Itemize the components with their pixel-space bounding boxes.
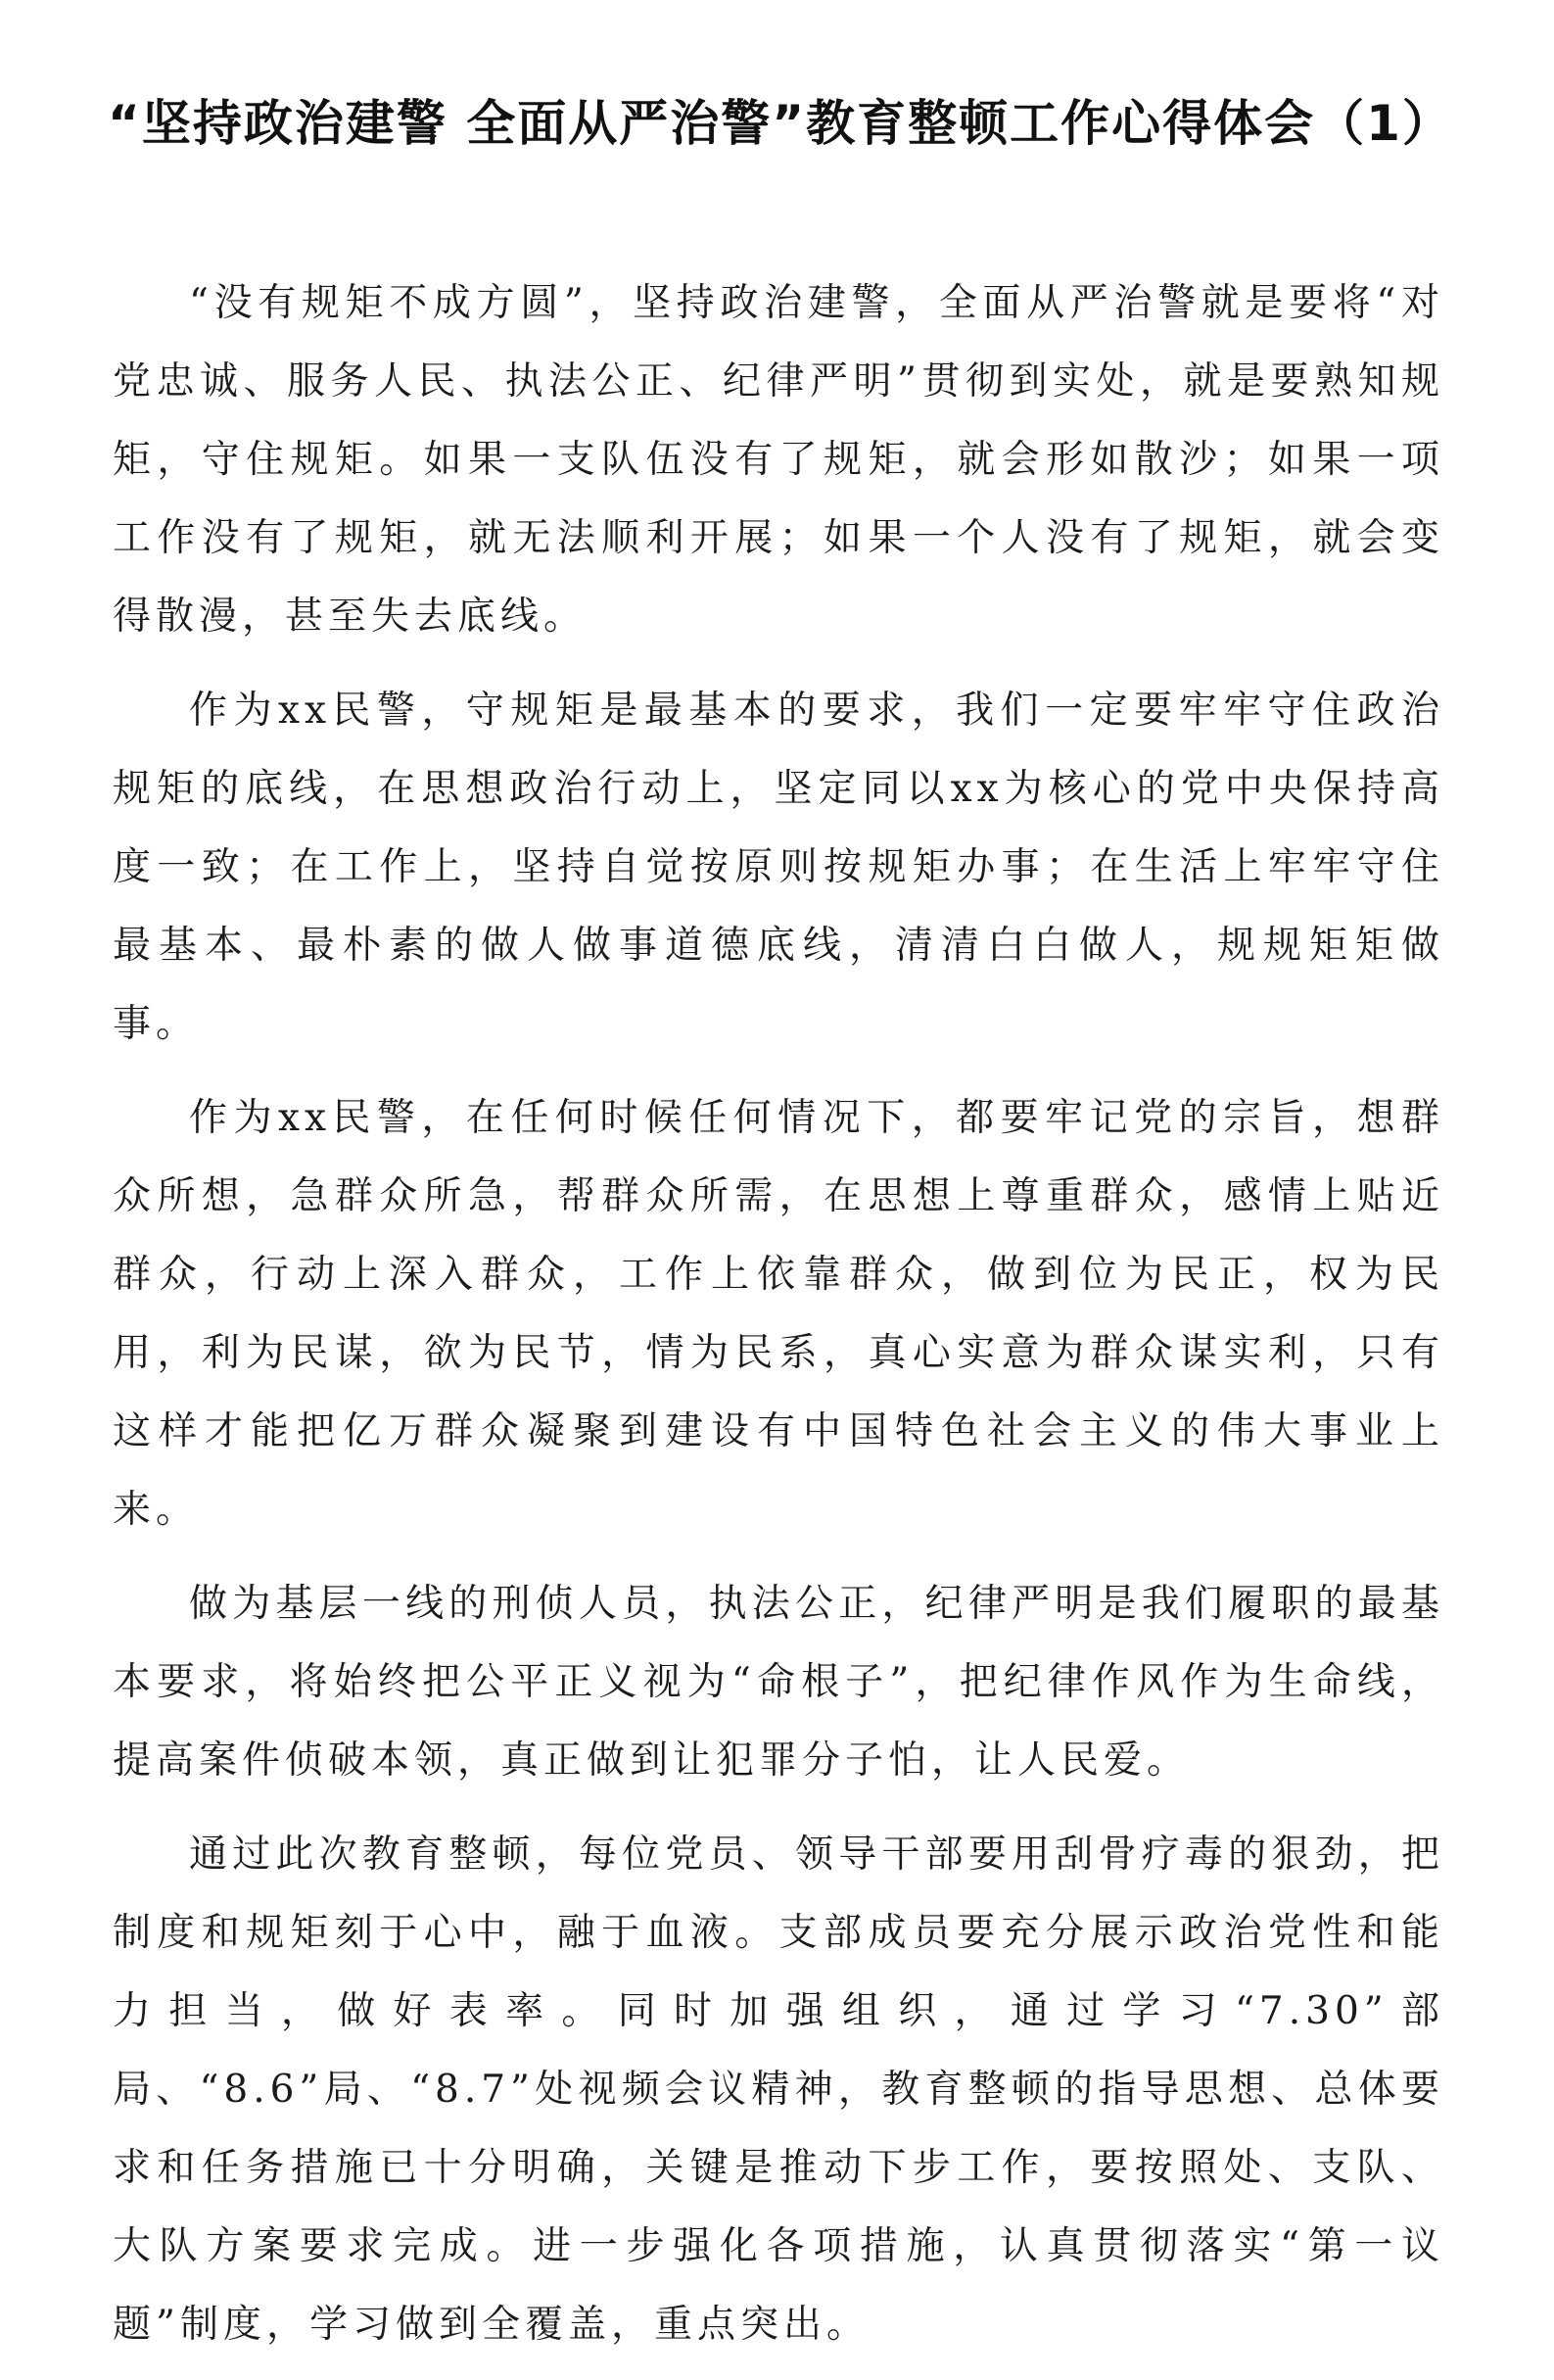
document-title: “坚持政治建警 全面从严治警”教育整顿工作心得体会（1） [108, 95, 1453, 152]
paragraph-4: 做为基层一线的刑侦人员，执法公正，纪律严明是我们履职的最基本要求，将始终把公平正义视为“命根子”，把纪律作风作为生命线，提高案件侦破本领，真正做到让犯罪分子怕，让人民爱。 [113, 1582, 1444, 1783]
paragraph-5: 通过此次教育整顿，每位党员、领导干部要用刮骨疗毒的狠劲，把制度和规矩刻于心中，融于血液。支部成员要充分展示政治党性和能力担当，做好表率。同时加强组织，通过学习“7.30”部局、“8.6”局、“8.7”处视频会议精神，教育整顿的指导思想、总体要求和任务措施已十分明确，关键是推动下步工作，要按照处、支队、大队方案要求完成。进一步强化各项措施，认真贯彻落实“第一议题”制度，学习做到全覆盖，重点突出。 [113, 1833, 1444, 2347]
paragraph-3: 作为xx民警，在任何时候任何情况下，都要牢记党的宗旨，想群众所想，急群众所急，帮群众所需，在思想上尊重群众，感情上贴近群众，行动上深入群众，工作上依靠群众，做到位为民正，权为民用，利为民谋，欲为民节，情为民系，真心实意为群众谋实利，只有这样才能把亿万群众凝聚到建设有中国特色社会主义的伟大事业上来。 [113, 1096, 1444, 1532]
paragraph-1: “没有规矩不成方圆”，坚持政治建警，全面从严治警就是要将“对党忠诚、服务人民、执法公正、纪律严明”贯彻到实处，就是要熟知规矩，守住规矩。如果一支队伍没有了规矩，就会形如散沙；如果一项工作没有了规矩，就无法顺利开展；如果一个人没有了规矩，就会变得散漫，甚至失去底线。 [113, 281, 1444, 639]
paragraph-2: 作为xx民警，守规矩是最基本的要求，我们一定要牢牢守住政治规矩的底线，在思想政治行动上，坚定同以xx为核心的党中央保持高度一致；在工作上，坚持自觉按原则按规矩办事；在生活上牢牢守住最基本、最朴素的做人做事道德底线，清清白白做人，规规矩矩做事。 [113, 689, 1444, 1046]
document-body [113, 264, 1444, 2380]
